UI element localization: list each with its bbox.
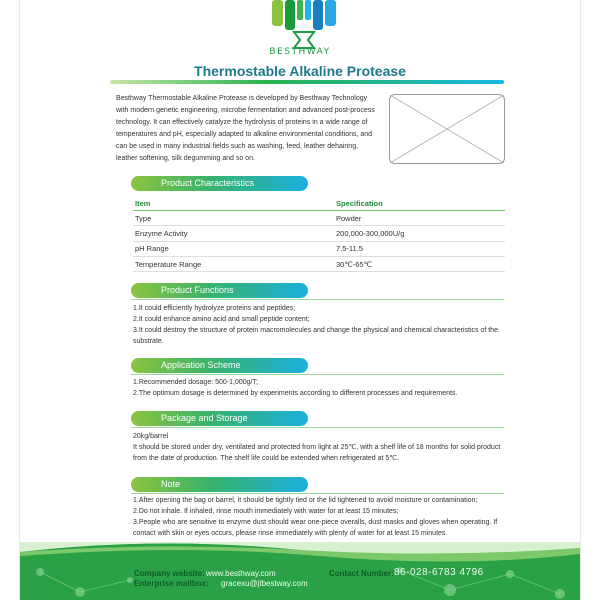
contact-label: Contact Number: xyxy=(329,569,394,578)
page-title: Thermostable Alkaline Protease xyxy=(194,63,406,79)
package-line: 20kg/barrel xyxy=(133,433,169,440)
phone-number: 86-028-6783 4796 xyxy=(394,567,484,578)
section-divider xyxy=(131,493,504,494)
list-item: 2.Do not inhale. If inhaled, rinse mouth immediately with water for at least 15 minutes; xyxy=(133,508,399,515)
list-item: 3.People who are sensitive to enzyme dust should wear one-piece overalls, dust masks and gloves when operating. If contact with skin or eyes occurs, please rinse immediately with plenty of water for at least 15 minutes. xyxy=(133,519,498,537)
intro-paragraph: Besthway Thermostable Alkaline Protease is developed by Besthway Technology with modern genetic engineering, microbe fermentation and advanced post-process technology. It can effectively catalyze the hydrolysis of proteins in a wide range of temperatures and pH, especially adapted to alkaline environmental conditions, and can be used in many industrial fields such as washing, feed, leather dehairing, leather softening, silk degumming and so on. xyxy=(116,95,375,162)
table-cell: 200,000-300,000U/g xyxy=(334,226,505,241)
email-link[interactable]: gracexu@jtbestway.com xyxy=(221,579,308,588)
table-row xyxy=(133,226,505,241)
footer xyxy=(20,542,580,600)
functions-list xyxy=(133,303,507,347)
section-divider xyxy=(131,299,504,300)
datasheet-page xyxy=(20,0,580,600)
note-list xyxy=(133,495,507,539)
section-heading-characteristics: Product Characteristics xyxy=(131,176,308,191)
website-label: Company website: xyxy=(134,569,205,578)
storage-line: It should be stored under dry, ventilated and protected from light at 25℃, with a shelf life of 18 months for solid product from the date of production. The shelf life could be extended when refrigerated at 5℃. xyxy=(133,444,501,462)
application-list xyxy=(133,377,507,399)
molecule-pattern-icon xyxy=(20,542,580,600)
table-cell: Temperature Range xyxy=(133,256,334,271)
section-heading-note: Note xyxy=(131,477,308,492)
section-heading-functions: Product Functions xyxy=(131,283,308,298)
characteristics-table xyxy=(133,197,505,272)
list-item: 2.The optimum dosage is determined by experiments according to different processes and requirements. xyxy=(133,390,458,397)
section-heading-storage: Package and Storage xyxy=(131,411,308,426)
table-header-row xyxy=(133,197,505,211)
table-cell: Powder xyxy=(334,211,505,226)
section-heading-application: Application Scheme xyxy=(131,358,308,373)
title-underline xyxy=(110,80,504,84)
table-row xyxy=(133,241,505,256)
list-item: 1.Recommended dosage: 500-1,000g/T; xyxy=(133,379,258,386)
column-header-item: Item xyxy=(133,197,334,211)
table-cell: Type xyxy=(133,211,334,226)
table-cell: pH Range xyxy=(133,241,334,256)
brand-name: BESTHWAY xyxy=(269,47,331,57)
website-link[interactable]: www.besthway.com xyxy=(206,569,276,578)
table-row xyxy=(133,256,505,271)
section-divider xyxy=(131,427,504,428)
table-cell: Enzyme Activity xyxy=(133,226,334,241)
column-header-specification: Specification xyxy=(334,197,505,211)
list-item: 1.It could efficiently hydrolyze proteins and peptides; xyxy=(133,305,296,312)
list-item: 3.It could destroy the structure of protein macromolecules and change the physical and chemical characteristics of the substrate. xyxy=(133,327,498,345)
list-item: 2.It could enhance amino acid and small peptide content; xyxy=(133,316,310,323)
list-item: 1.After opening the bag or barrel, it should be tightly tied or the lid tightened to avoid moisture or contamination; xyxy=(133,497,478,504)
table-cell: 7.5-11.5 xyxy=(334,241,505,256)
storage-text xyxy=(133,431,507,464)
table-cell: 30℃-65℃ xyxy=(334,256,505,271)
section-divider xyxy=(131,374,504,375)
product-image-placeholder xyxy=(389,94,505,164)
mailbox-label: Enterprise mailbox: xyxy=(134,579,209,588)
table-row xyxy=(133,211,505,226)
